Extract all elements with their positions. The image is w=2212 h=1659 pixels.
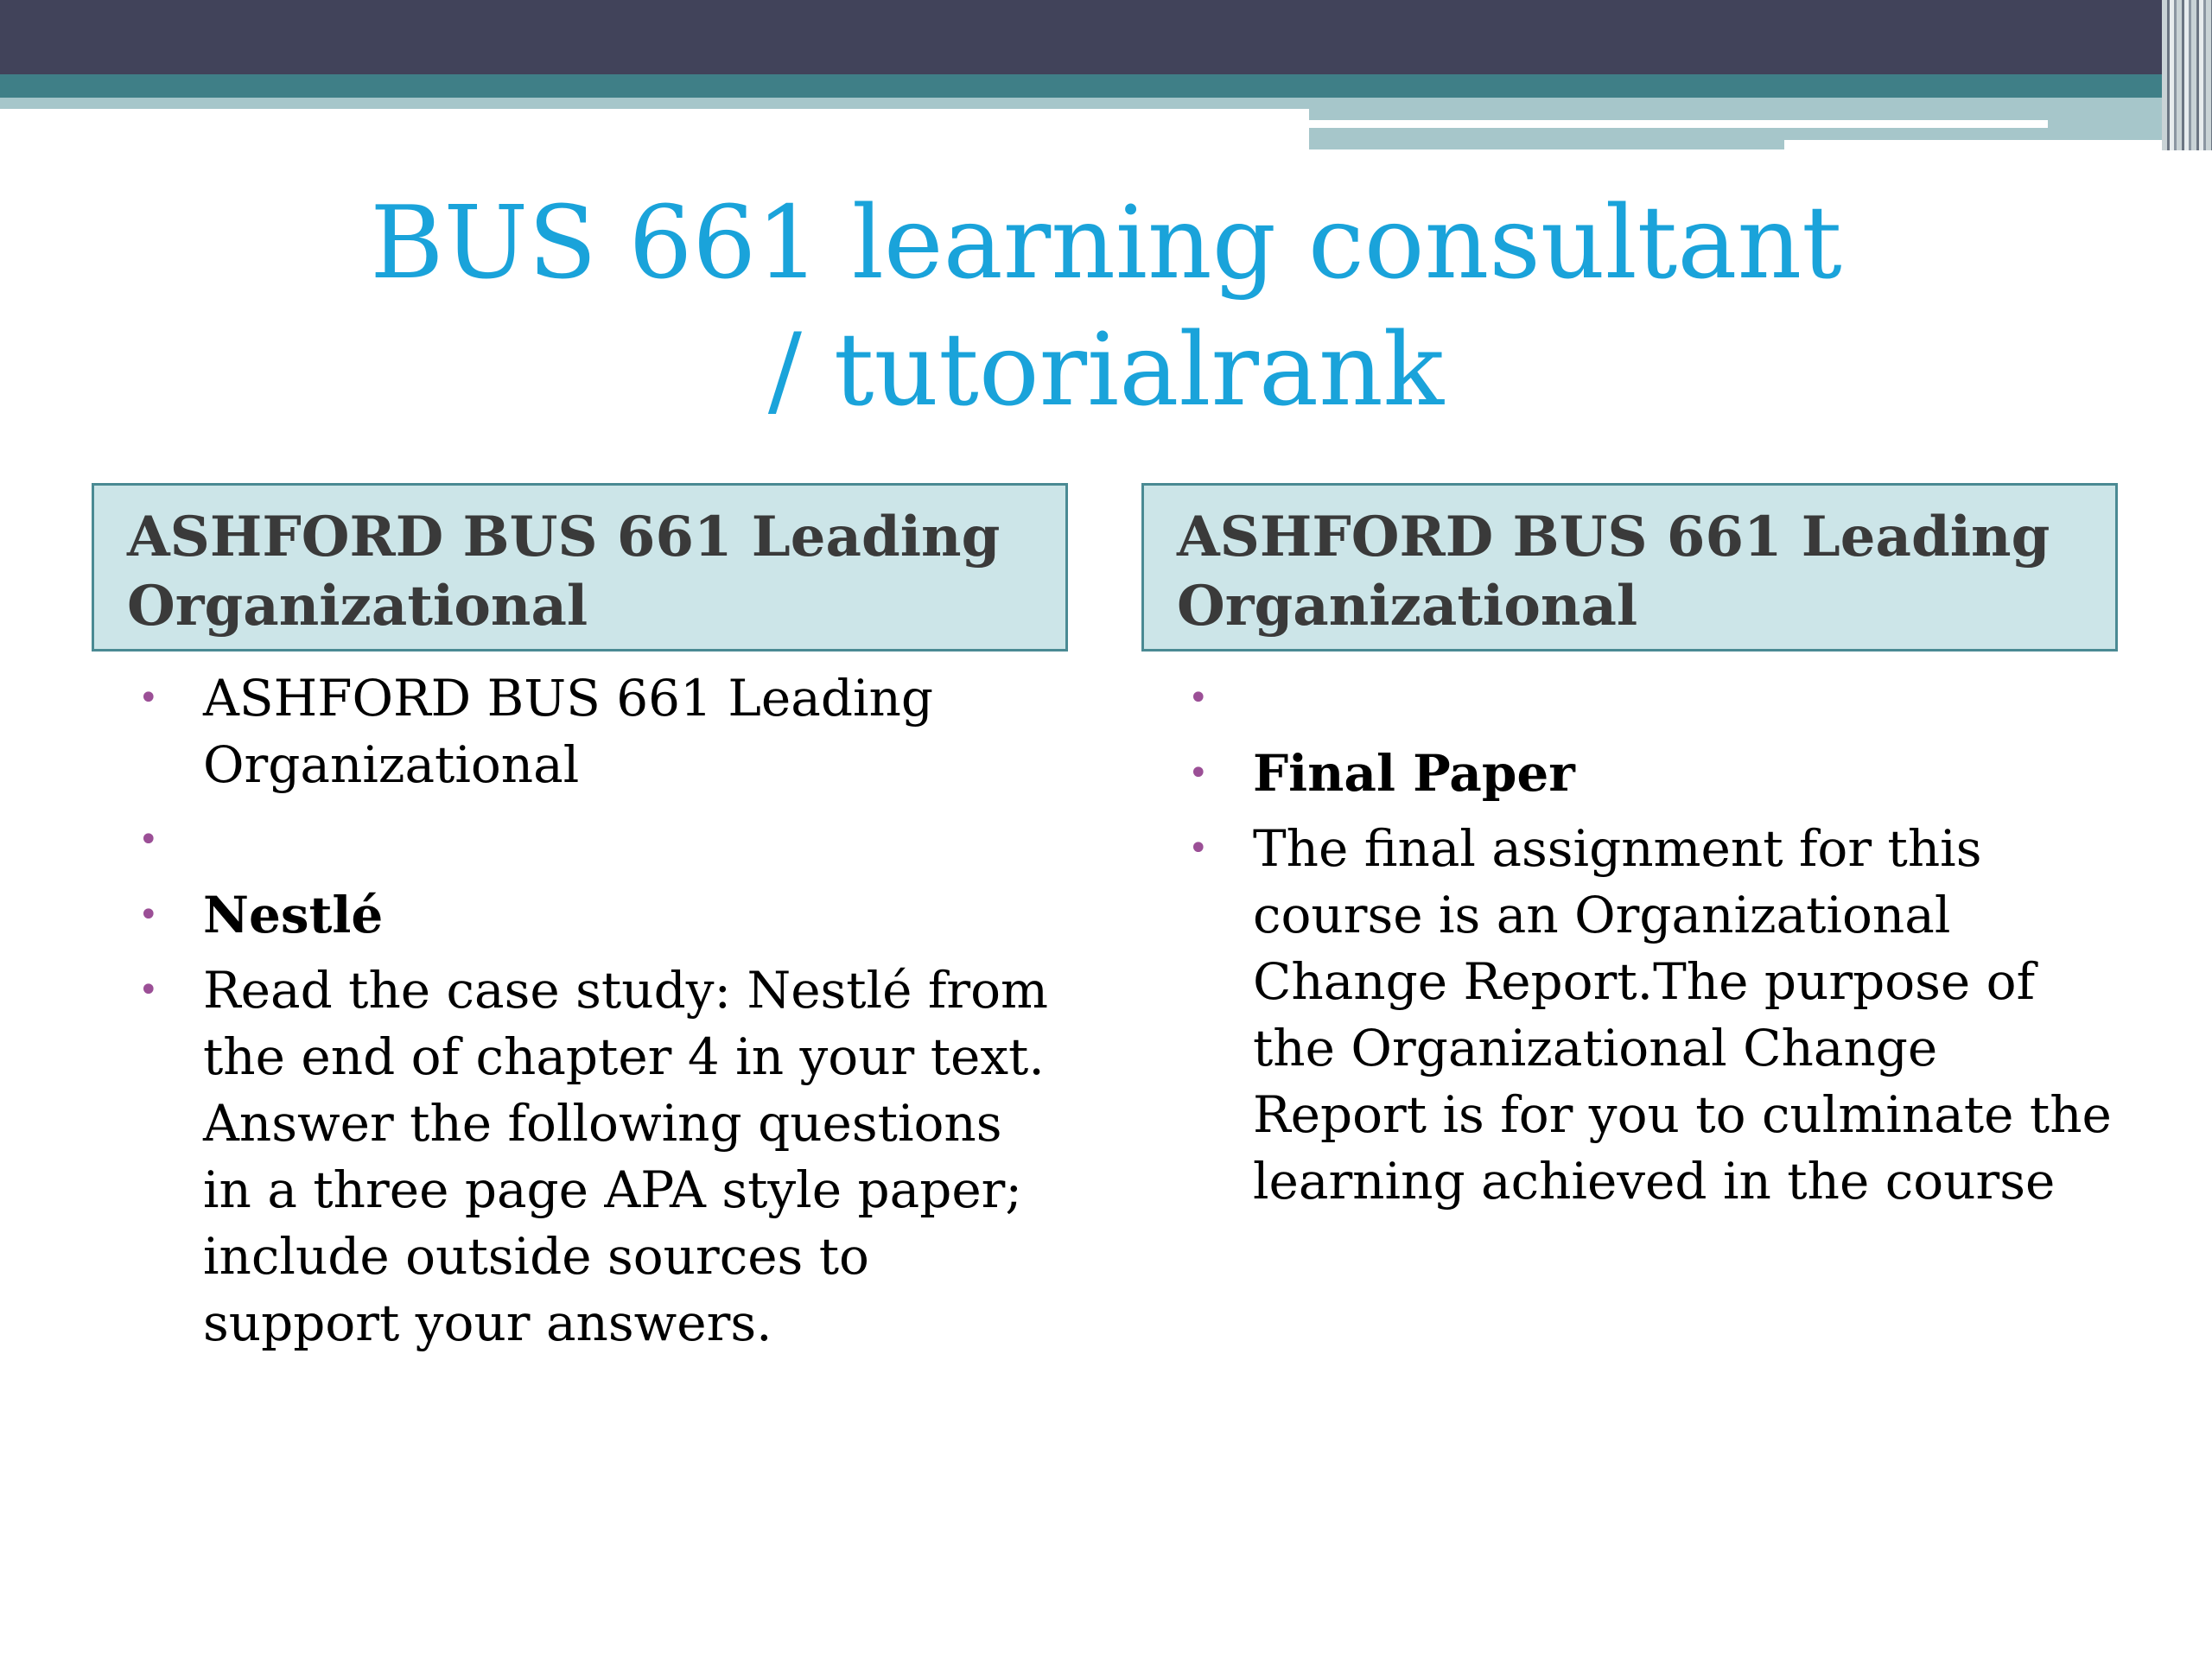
left-bullet-list bbox=[138, 665, 1054, 1365]
slide-title-line-1: BUS 661 learning consultant bbox=[370, 185, 1842, 302]
list-item bbox=[1188, 816, 2121, 1215]
list-item bbox=[138, 807, 1054, 874]
list-item bbox=[1188, 741, 2121, 807]
slide-title-line-2: / tutorialrank bbox=[767, 312, 1445, 429]
list-item bbox=[138, 957, 1054, 1357]
bullet-icon: • bbox=[138, 820, 159, 860]
bullet-icon: • bbox=[1188, 829, 1209, 868]
slide-title bbox=[225, 180, 1987, 434]
list-item-text: Nestlé bbox=[203, 886, 384, 944]
top-bar-light-left bbox=[0, 98, 1309, 109]
list-item-text: The final assignment for this course is an Organizational Change Report.The purpose of the Organizational Change Report is for you to culminate the learning achieved in the course bbox=[1253, 819, 2112, 1211]
top-bar-accent-line-short bbox=[1784, 140, 2212, 150]
bullet-icon: • bbox=[1188, 753, 1209, 793]
list-item bbox=[138, 665, 1054, 798]
left-column-header: ASHFORD BUS 661 Leading Organizational bbox=[92, 483, 1068, 652]
right-bullet-list bbox=[1188, 665, 2121, 1224]
top-bar-dark bbox=[0, 0, 2212, 74]
list-item bbox=[138, 882, 1054, 949]
list-item-text: ASHFORD BUS 661 Leading Organizational bbox=[203, 669, 933, 794]
corner-stripes-decoration bbox=[2162, 0, 2212, 150]
top-bar-accent-line bbox=[1309, 120, 2048, 128]
bullet-icon: • bbox=[138, 678, 159, 718]
list-item bbox=[1188, 665, 2121, 732]
bullet-icon: • bbox=[138, 970, 159, 1010]
bullet-icon: • bbox=[138, 895, 159, 935]
right-column-header: ASHFORD BUS 661 Leading Organizational bbox=[1141, 483, 2118, 652]
list-item-text: Final Paper bbox=[1253, 744, 1575, 803]
top-bar-teal bbox=[0, 74, 2212, 98]
list-item-text: Read the case study: Nestlé from the end of chapter 4 in your text. Answer the following questions in a three page APA style paper; include outside sources to support your answers. bbox=[203, 961, 1049, 1352]
bullet-icon: • bbox=[1188, 678, 1209, 718]
